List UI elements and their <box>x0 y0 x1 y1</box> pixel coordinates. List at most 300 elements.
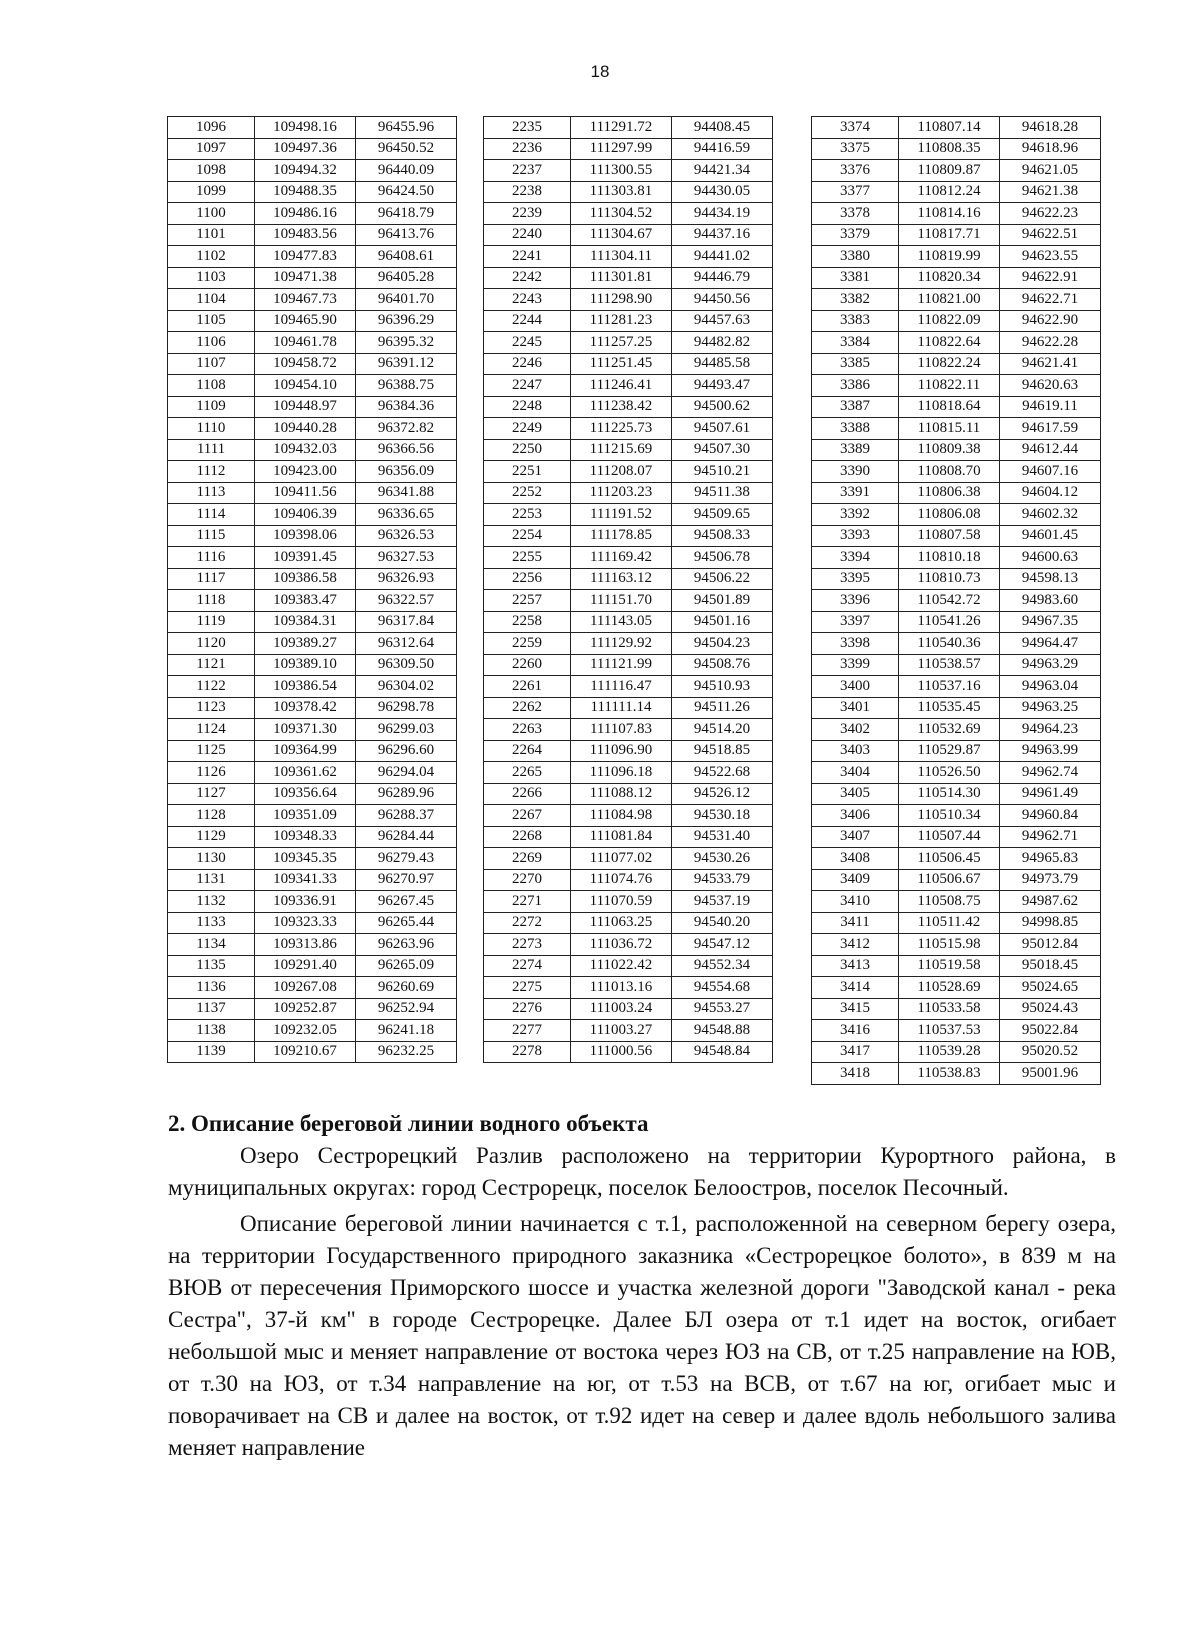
table-row <box>168 676 457 698</box>
table-row <box>168 482 457 504</box>
y-coordinate-cell: 94964.47 <box>1000 633 1101 655</box>
table-row <box>484 848 773 870</box>
x-coordinate-cell: 110817.71 <box>899 224 1000 246</box>
y-coordinate-cell: 94501.89 <box>672 590 773 612</box>
y-coordinate-cell: 94961.49 <box>1000 783 1101 805</box>
table-row <box>812 977 1101 999</box>
y-coordinate-cell: 95018.45 <box>1000 955 1101 977</box>
x-coordinate-cell: 110808.35 <box>899 138 1000 160</box>
y-coordinate-cell: 95001.96 <box>1000 1063 1101 1085</box>
x-coordinate-cell: 109497.36 <box>255 138 356 160</box>
y-coordinate-cell: 96388.75 <box>356 375 457 397</box>
y-coordinate-cell: 94416.59 <box>672 138 773 160</box>
x-coordinate-cell: 109323.33 <box>255 912 356 934</box>
x-coordinate-cell: 109498.16 <box>255 117 356 139</box>
table-row <box>484 224 773 246</box>
x-coordinate-cell: 111203.23 <box>571 482 672 504</box>
table-row <box>484 869 773 891</box>
x-coordinate-cell: 109391.45 <box>255 547 356 569</box>
point-number-cell: 1100 <box>168 203 255 225</box>
y-coordinate-cell: 94430.05 <box>672 181 773 203</box>
y-coordinate-cell: 96265.09 <box>356 955 457 977</box>
table-row <box>812 267 1101 289</box>
x-coordinate-cell: 109383.47 <box>255 590 356 612</box>
table-row <box>168 289 457 311</box>
table-row <box>812 869 1101 891</box>
point-number-cell: 2239 <box>484 203 571 225</box>
y-coordinate-cell: 96299.03 <box>356 719 457 741</box>
point-number-cell: 1107 <box>168 353 255 375</box>
point-number-cell: 3383 <box>812 310 899 332</box>
y-coordinate-cell: 94998.85 <box>1000 912 1101 934</box>
table-row <box>812 418 1101 440</box>
point-number-cell: 1112 <box>168 461 255 483</box>
y-coordinate-cell: 94963.04 <box>1000 676 1101 698</box>
point-number-cell: 2268 <box>484 826 571 848</box>
table-row <box>812 482 1101 504</box>
table-row <box>812 138 1101 160</box>
y-coordinate-cell: 95012.84 <box>1000 934 1101 956</box>
table-row <box>484 418 773 440</box>
y-coordinate-cell: 94526.12 <box>672 783 773 805</box>
point-number-cell: 1138 <box>168 1020 255 1042</box>
x-coordinate-cell: 110822.09 <box>899 310 1000 332</box>
x-coordinate-cell: 111096.90 <box>571 740 672 762</box>
table-row <box>484 654 773 676</box>
table-row <box>168 1020 457 1042</box>
point-number-cell: 1119 <box>168 611 255 633</box>
point-number-cell: 1130 <box>168 848 255 870</box>
point-number-cell: 2245 <box>484 332 571 354</box>
y-coordinate-cell: 94441.02 <box>672 246 773 268</box>
y-coordinate-cell: 96232.25 <box>356 1041 457 1063</box>
x-coordinate-cell: 111191.52 <box>571 504 672 526</box>
y-coordinate-cell: 94960.84 <box>1000 805 1101 827</box>
x-coordinate-cell: 109454.10 <box>255 375 356 397</box>
y-coordinate-cell: 94511.38 <box>672 482 773 504</box>
point-number-cell: 3416 <box>812 1020 899 1042</box>
table-row <box>484 805 773 827</box>
y-coordinate-cell: 94963.25 <box>1000 697 1101 719</box>
y-coordinate-cell: 94607.16 <box>1000 461 1101 483</box>
table-row <box>484 289 773 311</box>
y-coordinate-cell: 94983.60 <box>1000 590 1101 612</box>
table-row <box>484 547 773 569</box>
point-number-cell: 2265 <box>484 762 571 784</box>
x-coordinate-cell: 111111.14 <box>571 697 672 719</box>
point-number-cell: 1126 <box>168 762 255 784</box>
x-coordinate-cell: 111003.27 <box>571 1020 672 1042</box>
point-number-cell: 1111 <box>168 439 255 461</box>
x-coordinate-cell: 111077.02 <box>571 848 672 870</box>
point-number-cell: 2254 <box>484 525 571 547</box>
y-coordinate-cell: 94618.96 <box>1000 138 1101 160</box>
y-coordinate-cell: 96267.45 <box>356 891 457 913</box>
y-coordinate-cell: 94437.16 <box>672 224 773 246</box>
point-number-cell: 3410 <box>812 891 899 913</box>
x-coordinate-cell: 110538.57 <box>899 654 1000 676</box>
point-number-cell: 2257 <box>484 590 571 612</box>
x-coordinate-cell: 110807.58 <box>899 525 1000 547</box>
y-coordinate-cell: 96298.78 <box>356 697 457 719</box>
y-coordinate-cell: 94623.55 <box>1000 246 1101 268</box>
y-coordinate-cell: 96294.04 <box>356 762 457 784</box>
point-number-cell: 2248 <box>484 396 571 418</box>
point-number-cell: 2278 <box>484 1041 571 1063</box>
point-number-cell: 1115 <box>168 525 255 547</box>
x-coordinate-cell: 110511.42 <box>899 912 1000 934</box>
y-coordinate-cell: 96289.96 <box>356 783 457 805</box>
x-coordinate-cell: 111251.45 <box>571 353 672 375</box>
x-coordinate-cell: 111246.41 <box>571 375 672 397</box>
x-coordinate-cell: 111081.84 <box>571 826 672 848</box>
point-number-cell: 3397 <box>812 611 899 633</box>
x-coordinate-cell: 110812.24 <box>899 181 1000 203</box>
x-coordinate-cell: 111208.07 <box>571 461 672 483</box>
y-coordinate-cell: 94508.76 <box>672 654 773 676</box>
point-number-cell: 1109 <box>168 396 255 418</box>
x-coordinate-cell: 110533.58 <box>899 998 1000 1020</box>
table-row <box>484 138 773 160</box>
y-coordinate-cell: 96288.37 <box>356 805 457 827</box>
y-coordinate-cell: 94540.20 <box>672 912 773 934</box>
y-coordinate-cell: 94434.19 <box>672 203 773 225</box>
table-row <box>168 826 457 848</box>
x-coordinate-cell: 109448.97 <box>255 396 356 418</box>
y-coordinate-cell: 94531.40 <box>672 826 773 848</box>
x-coordinate-cell: 109345.35 <box>255 848 356 870</box>
table-row <box>484 525 773 547</box>
y-coordinate-cell: 95022.84 <box>1000 1020 1101 1042</box>
table-row <box>484 396 773 418</box>
x-coordinate-cell: 111151.70 <box>571 590 672 612</box>
point-number-cell: 3398 <box>812 633 899 655</box>
x-coordinate-cell: 110538.83 <box>899 1063 1000 1085</box>
x-coordinate-cell: 110822.64 <box>899 332 1000 354</box>
x-coordinate-cell: 111143.05 <box>571 611 672 633</box>
table-row <box>812 203 1101 225</box>
x-coordinate-cell: 110809.87 <box>899 160 1000 182</box>
y-coordinate-cell: 94547.12 <box>672 934 773 956</box>
y-coordinate-cell: 94967.35 <box>1000 611 1101 633</box>
x-coordinate-cell: 111163.12 <box>571 568 672 590</box>
x-coordinate-cell: 109440.28 <box>255 418 356 440</box>
point-number-cell: 1128 <box>168 805 255 827</box>
table-row <box>168 267 457 289</box>
y-coordinate-cell: 94602.32 <box>1000 504 1101 526</box>
x-coordinate-cell: 109356.64 <box>255 783 356 805</box>
table-row <box>168 998 457 1020</box>
point-number-cell: 2247 <box>484 375 571 397</box>
x-coordinate-cell: 109386.54 <box>255 676 356 698</box>
y-coordinate-cell: 94622.90 <box>1000 310 1101 332</box>
x-coordinate-cell: 110806.38 <box>899 482 1000 504</box>
y-coordinate-cell: 94622.91 <box>1000 267 1101 289</box>
y-coordinate-cell: 94621.05 <box>1000 160 1101 182</box>
point-number-cell: 3392 <box>812 504 899 526</box>
point-number-cell: 2235 <box>484 117 571 139</box>
y-coordinate-cell: 94510.21 <box>672 461 773 483</box>
y-coordinate-cell: 96408.61 <box>356 246 457 268</box>
y-coordinate-cell: 96440.09 <box>356 160 457 182</box>
y-coordinate-cell: 94548.84 <box>672 1041 773 1063</box>
y-coordinate-cell: 94619.11 <box>1000 396 1101 418</box>
table-row <box>812 181 1101 203</box>
table-row <box>168 633 457 655</box>
y-coordinate-cell: 94408.45 <box>672 117 773 139</box>
point-number-cell: 3387 <box>812 396 899 418</box>
x-coordinate-cell: 109411.56 <box>255 482 356 504</box>
y-coordinate-cell: 94621.41 <box>1000 353 1101 375</box>
table-row <box>812 633 1101 655</box>
table-row <box>484 977 773 999</box>
y-coordinate-cell: 96260.69 <box>356 977 457 999</box>
y-coordinate-cell: 94506.78 <box>672 547 773 569</box>
x-coordinate-cell: 111238.42 <box>571 396 672 418</box>
x-coordinate-cell: 109386.58 <box>255 568 356 590</box>
section-heading: 2. Описание береговой линии водного объекта <box>168 1111 649 1136</box>
paragraph-shoreline: Описание береговой линии начинается с т.1, расположенной на северном берегу озера, на территории Государственного природного заказника «Сестрорецкое болото», в 839 м на ВЮВ от пересечения Приморского шоссе и участка железной дороги "Заводской канал - река Сестра", 37-й км" в городе Сестрорецке. Далее БЛ озера от т.1 идет на восток, огибает небольшой мыс и меняет направление от востока через ЮЗ на СВ, от т.25 направление на ЮВ, от т.30 на ЮЗ, от т.34 направление на юг, от т.53 на ВСВ, от т.67 на юг, огибает мыс и поворачивает на СВ и далее на восток, от т.92 идет на север и далее вдоль небольшого залива меняет направление <box>168 1211 1116 1460</box>
table-row <box>484 998 773 1020</box>
y-coordinate-cell: 96455.96 <box>356 117 457 139</box>
table-row <box>484 439 773 461</box>
point-number-cell: 3399 <box>812 654 899 676</box>
table-row <box>168 934 457 956</box>
y-coordinate-cell: 96424.50 <box>356 181 457 203</box>
table-row <box>168 891 457 913</box>
point-number-cell: 3393 <box>812 525 899 547</box>
point-number-cell: 1113 <box>168 482 255 504</box>
point-number-cell: 2253 <box>484 504 571 526</box>
x-coordinate-cell: 110541.26 <box>899 611 1000 633</box>
y-coordinate-cell: 94617.59 <box>1000 418 1101 440</box>
y-coordinate-cell: 96309.50 <box>356 654 457 676</box>
y-coordinate-cell: 96401.70 <box>356 289 457 311</box>
point-number-cell: 2277 <box>484 1020 571 1042</box>
x-coordinate-cell: 110822.24 <box>899 353 1000 375</box>
table-row <box>812 1063 1101 1085</box>
point-number-cell: 2242 <box>484 267 571 289</box>
table-row <box>812 891 1101 913</box>
x-coordinate-cell: 110821.00 <box>899 289 1000 311</box>
point-number-cell: 3382 <box>812 289 899 311</box>
table-row <box>812 353 1101 375</box>
point-number-cell: 2272 <box>484 912 571 934</box>
y-coordinate-cell: 96405.28 <box>356 267 457 289</box>
y-coordinate-cell: 94612.44 <box>1000 439 1101 461</box>
y-coordinate-cell: 94622.71 <box>1000 289 1101 311</box>
x-coordinate-cell: 109465.90 <box>255 310 356 332</box>
y-coordinate-cell: 94553.27 <box>672 998 773 1020</box>
point-number-cell: 1124 <box>168 719 255 741</box>
table-row <box>484 310 773 332</box>
table-row <box>168 203 457 225</box>
point-number-cell: 2255 <box>484 547 571 569</box>
table-row <box>168 955 457 977</box>
table-row <box>168 181 457 203</box>
x-coordinate-cell: 109471.38 <box>255 267 356 289</box>
point-number-cell: 1118 <box>168 590 255 612</box>
table-row <box>168 375 457 397</box>
point-number-cell: 1121 <box>168 654 255 676</box>
table-row <box>812 525 1101 547</box>
x-coordinate-cell: 111304.11 <box>571 246 672 268</box>
table-row <box>812 224 1101 246</box>
y-coordinate-cell: 94482.82 <box>672 332 773 354</box>
y-coordinate-cell: 96279.43 <box>356 848 457 870</box>
y-coordinate-cell: 96336.65 <box>356 504 457 526</box>
y-coordinate-cell: 95024.43 <box>1000 998 1101 1020</box>
y-coordinate-cell: 94601.45 <box>1000 525 1101 547</box>
y-coordinate-cell: 96265.44 <box>356 912 457 934</box>
x-coordinate-cell: 110535.45 <box>899 697 1000 719</box>
y-coordinate-cell: 94973.79 <box>1000 869 1101 891</box>
x-coordinate-cell: 111036.72 <box>571 934 672 956</box>
table-row <box>812 439 1101 461</box>
x-coordinate-cell: 109398.06 <box>255 525 356 547</box>
point-number-cell: 3415 <box>812 998 899 1020</box>
table-row <box>484 1041 773 1063</box>
table-row <box>168 783 457 805</box>
table-row <box>812 310 1101 332</box>
y-coordinate-cell: 96356.09 <box>356 461 457 483</box>
point-number-cell: 3377 <box>812 181 899 203</box>
point-number-cell: 2246 <box>484 353 571 375</box>
x-coordinate-cell: 109389.10 <box>255 654 356 676</box>
y-coordinate-cell: 95020.52 <box>1000 1041 1101 1063</box>
x-coordinate-cell: 111121.99 <box>571 654 672 676</box>
table-row <box>812 246 1101 268</box>
table-row <box>168 439 457 461</box>
point-number-cell: 3402 <box>812 719 899 741</box>
point-number-cell: 1098 <box>168 160 255 182</box>
table-row <box>812 1041 1101 1063</box>
table-row <box>168 697 457 719</box>
point-number-cell: 3379 <box>812 224 899 246</box>
point-number-cell: 1139 <box>168 1041 255 1063</box>
y-coordinate-cell: 94600.63 <box>1000 547 1101 569</box>
point-number-cell: 3386 <box>812 375 899 397</box>
x-coordinate-cell: 109364.99 <box>255 740 356 762</box>
point-number-cell: 2271 <box>484 891 571 913</box>
point-number-cell: 3391 <box>812 482 899 504</box>
table-row <box>812 504 1101 526</box>
table-row <box>484 353 773 375</box>
table-row <box>168 977 457 999</box>
y-coordinate-cell: 94518.85 <box>672 740 773 762</box>
table-row <box>168 525 457 547</box>
table-row <box>812 568 1101 590</box>
point-number-cell: 1114 <box>168 504 255 526</box>
point-number-cell: 3380 <box>812 246 899 268</box>
table-row <box>484 934 773 956</box>
y-coordinate-cell: 94964.23 <box>1000 719 1101 741</box>
y-coordinate-cell: 94514.20 <box>672 719 773 741</box>
x-coordinate-cell: 109458.72 <box>255 353 356 375</box>
x-coordinate-cell: 109313.86 <box>255 934 356 956</box>
x-coordinate-cell: 110510.34 <box>899 805 1000 827</box>
x-coordinate-cell: 110519.58 <box>899 955 1000 977</box>
y-coordinate-cell: 94507.30 <box>672 439 773 461</box>
y-coordinate-cell: 94530.18 <box>672 805 773 827</box>
point-number-cell: 2256 <box>484 568 571 590</box>
table-row <box>812 934 1101 956</box>
point-number-cell: 1104 <box>168 289 255 311</box>
y-coordinate-cell: 96396.29 <box>356 310 457 332</box>
point-number-cell: 1117 <box>168 568 255 590</box>
y-coordinate-cell: 94963.99 <box>1000 740 1101 762</box>
table-row <box>484 955 773 977</box>
x-coordinate-cell: 109461.78 <box>255 332 356 354</box>
x-coordinate-cell: 110822.11 <box>899 375 1000 397</box>
x-coordinate-cell: 109384.31 <box>255 611 356 633</box>
y-coordinate-cell: 94604.12 <box>1000 482 1101 504</box>
x-coordinate-cell: 111281.23 <box>571 310 672 332</box>
x-coordinate-cell: 109477.83 <box>255 246 356 268</box>
y-coordinate-cell: 94552.34 <box>672 955 773 977</box>
y-coordinate-cell: 96270.97 <box>356 869 457 891</box>
x-coordinate-cell: 111003.24 <box>571 998 672 1020</box>
point-number-cell: 1103 <box>168 267 255 289</box>
point-number-cell: 3395 <box>812 568 899 590</box>
table-row <box>168 396 457 418</box>
point-number-cell: 1132 <box>168 891 255 913</box>
x-coordinate-cell: 110515.98 <box>899 934 1000 956</box>
table-row <box>484 332 773 354</box>
table-row <box>168 848 457 870</box>
point-number-cell: 3388 <box>812 418 899 440</box>
table-row <box>812 955 1101 977</box>
x-coordinate-cell: 109210.67 <box>255 1041 356 1063</box>
point-number-cell: 3376 <box>812 160 899 182</box>
point-number-cell: 3403 <box>812 740 899 762</box>
coordinates-table-3 <box>811 116 1101 1085</box>
point-number-cell: 3390 <box>812 461 899 483</box>
x-coordinate-cell: 111088.12 <box>571 783 672 805</box>
y-coordinate-cell: 94508.33 <box>672 525 773 547</box>
x-coordinate-cell: 110820.34 <box>899 267 1000 289</box>
y-coordinate-cell: 96322.57 <box>356 590 457 612</box>
point-number-cell: 1120 <box>168 633 255 655</box>
y-coordinate-cell: 94507.61 <box>672 418 773 440</box>
point-number-cell: 3407 <box>812 826 899 848</box>
x-coordinate-cell: 110537.16 <box>899 676 1000 698</box>
table-row <box>484 375 773 397</box>
y-coordinate-cell: 94506.22 <box>672 568 773 590</box>
x-coordinate-cell: 111084.98 <box>571 805 672 827</box>
table-row <box>484 912 773 934</box>
y-coordinate-cell: 94511.26 <box>672 697 773 719</box>
page-number: 18 <box>590 62 610 81</box>
x-coordinate-cell: 109432.03 <box>255 439 356 461</box>
table-row <box>168 912 457 934</box>
x-coordinate-cell: 110810.18 <box>899 547 1000 569</box>
table-row <box>484 203 773 225</box>
y-coordinate-cell: 96395.32 <box>356 332 457 354</box>
y-coordinate-cell: 94622.28 <box>1000 332 1101 354</box>
x-coordinate-cell: 111063.25 <box>571 912 672 934</box>
point-number-cell: 2274 <box>484 955 571 977</box>
point-number-cell: 2236 <box>484 138 571 160</box>
table-row <box>168 654 457 676</box>
x-coordinate-cell: 111303.81 <box>571 181 672 203</box>
point-number-cell: 2263 <box>484 719 571 741</box>
point-number-cell: 1134 <box>168 934 255 956</box>
y-coordinate-cell: 94987.62 <box>1000 891 1101 913</box>
table-row <box>812 547 1101 569</box>
y-coordinate-cell: 96296.60 <box>356 740 457 762</box>
x-coordinate-cell: 109494.32 <box>255 160 356 182</box>
